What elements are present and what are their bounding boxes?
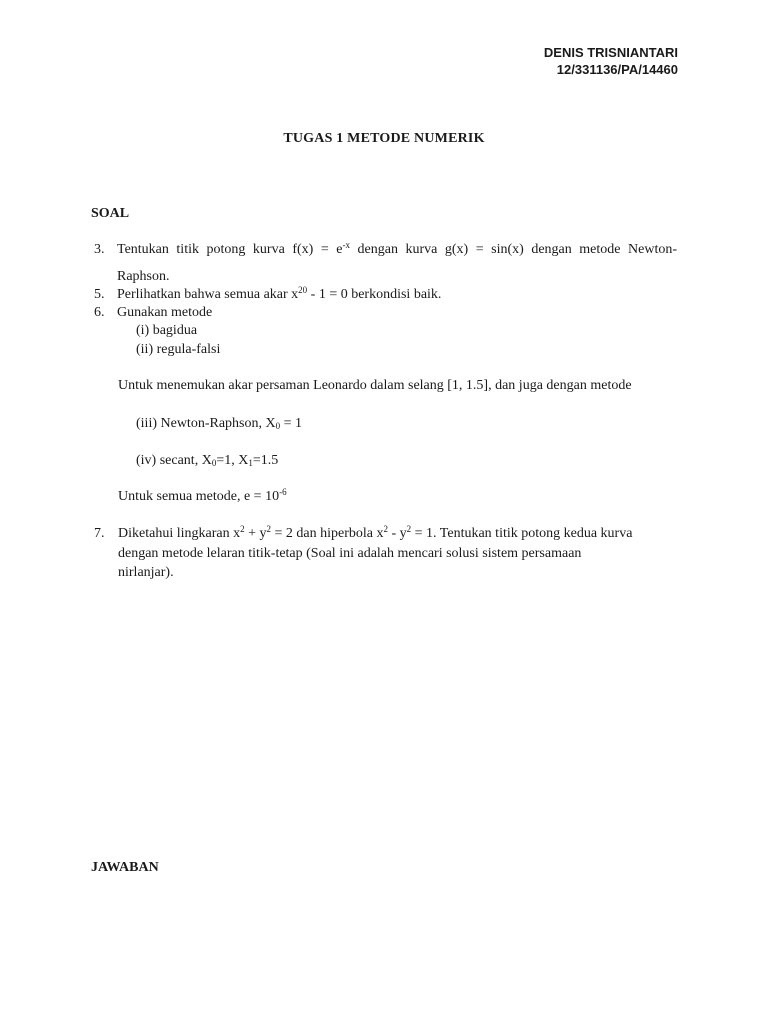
jawaban-heading: JAWABAN <box>91 860 159 875</box>
q5-number: 5. <box>94 287 105 302</box>
document-title: TUGAS 1 METODE NUMERIK <box>283 131 485 146</box>
q6-tolerance: Untuk semua metode, $e = 10^{-6}$ <box>118 487 287 504</box>
q3-text-line2: Raphson. <box>117 269 170 284</box>
q6-item-ii: (ii) regula-falsi <box>136 342 221 357</box>
q5-text: Perlihatkan bahwa semua akar $x^{20} - 1 = 0$ berkondisi baik. <box>117 285 442 302</box>
student-id: 12/331136/PA/14460 <box>556 62 678 77</box>
q7-text-line1: Diketahui lingkaran $x^2 + y^2 = 2$ dan hiperbola $x^2 - y^2 = 1$. Tentukan titik potong kedua kurva <box>118 524 633 541</box>
q6-item-i: (i) bagidua <box>136 323 198 338</box>
author-name: DENIS TRISNIANTARI <box>543 45 678 60</box>
q3-text-line1: Tentukan titik potong kurva $f(x) = e^{-x}$ dengan kurva g(x) = sin(x) dengan metode Newton- <box>117 240 678 257</box>
q3-number: 3. <box>94 242 105 257</box>
q6-intro: Gunakan metode <box>117 305 213 320</box>
q7-number: 7. <box>94 526 105 541</box>
q7-text-line3: nirlanjar). <box>118 565 174 580</box>
q6-item-iii: (iii) Newton-Raphson, $X_0 = 1$ <box>136 416 302 431</box>
soal-heading: SOAL <box>91 206 130 221</box>
q6-number: 6. <box>94 305 105 320</box>
q7-text-line2: dengan metode lelaran titik-tetap (Soal ini adalah mencari solusi sistem persamaan <box>118 546 582 561</box>
q6-mid-text: Untuk menemukan akar persaman Leonardo dalam selang [1, 1.5], dan juga dengan metode <box>118 378 632 393</box>
q6-item-iv: (iv) secant, $X_0=1$, $X_1=1.5$ <box>136 453 279 468</box>
